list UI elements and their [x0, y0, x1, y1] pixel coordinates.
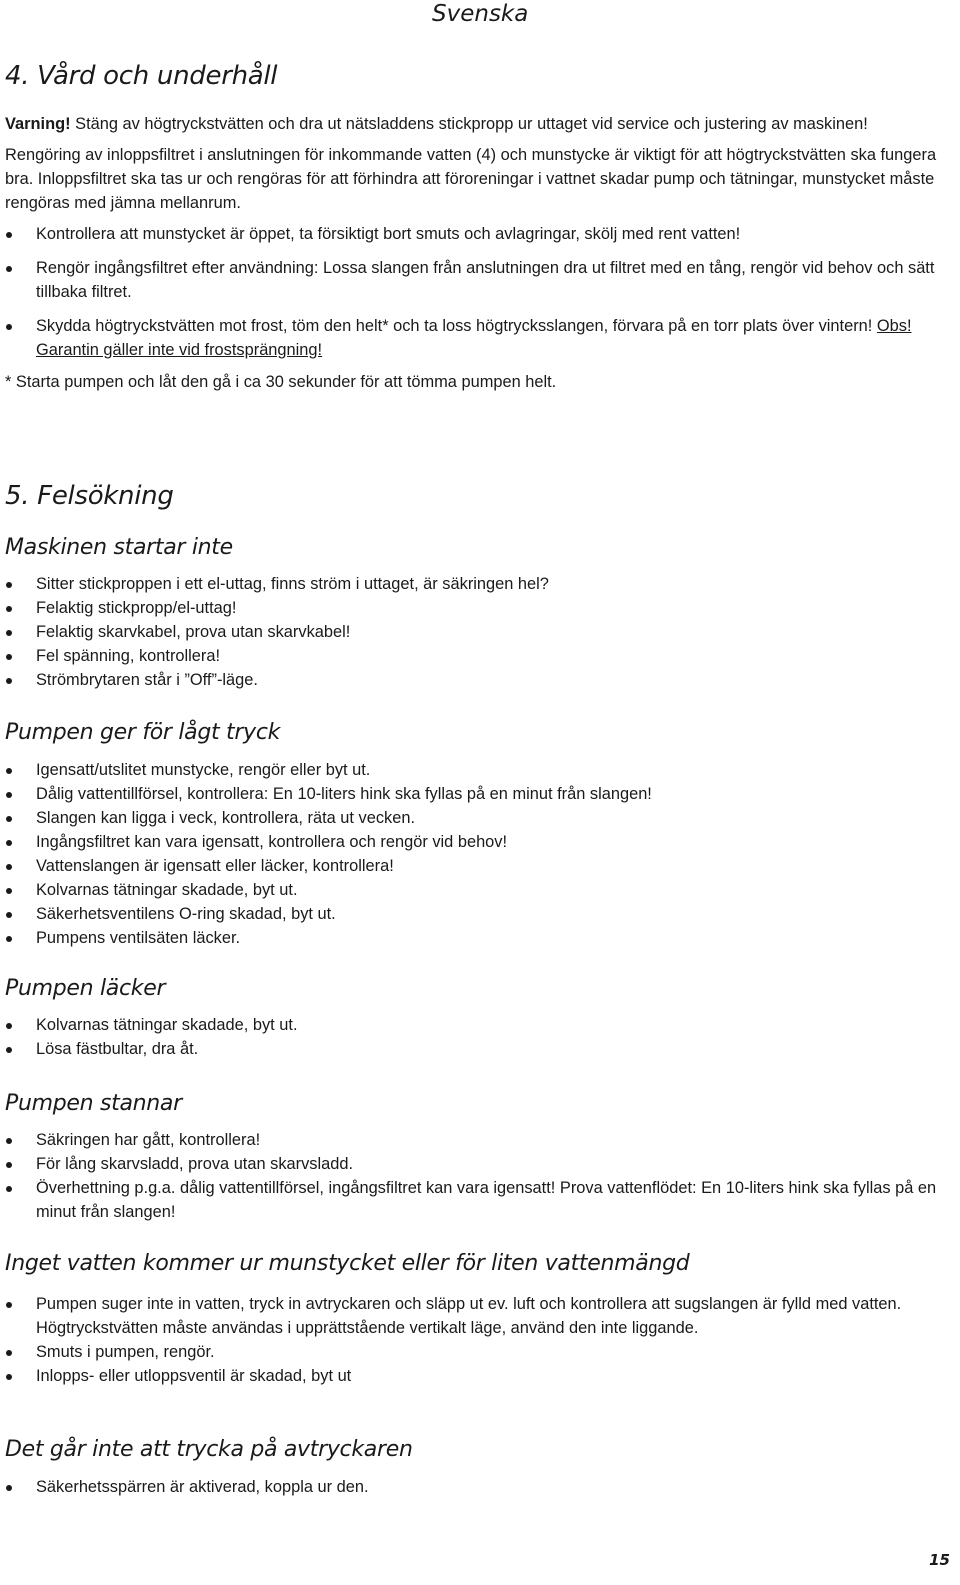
section-4-title: 4. Vård och underhåll [5, 61, 278, 91]
language-label: Svenska [432, 1, 529, 27]
heading-pumpen-ger-for-lagt-tryck: Pumpen ger för lågt tryck [5, 720, 281, 745]
list-item: Dålig vattentillförsel, kontrollera: En 10-liters hink ska fyllas på en minut från slangen! [5, 782, 953, 806]
list-pumpen-ger-for-lagt-tryck [5, 758, 953, 950]
list-item: Lösa fästbultar, dra åt. [5, 1037, 953, 1061]
list-item: Ingångsfiltret kan vara igensatt, kontrollera och rengör vid behov! [5, 830, 953, 854]
list-item: Vattenslangen är igensatt eller läcker, kontrollera! [5, 854, 953, 878]
list-item: Säkerhetsventilens O-ring skadad, byt ut. [5, 902, 953, 926]
section-4-body [5, 112, 953, 394]
list-item: Felaktig stickpropp/el-uttag! [5, 596, 953, 620]
list-det-gar-inte-att-trycka [5, 1475, 953, 1499]
footnote: * Starta pumpen och låt den gå i ca 30 sekunder för att tömma pumpen helt. [5, 373, 557, 391]
list-item: Pumpens ventilsäten läcker. [5, 926, 953, 950]
list-item: Fel spänning, kontrollera! [5, 644, 953, 668]
list-item: Igensatt/utslitet munstycke, rengör eller byt ut. [5, 758, 953, 782]
list-item: Säkerhetsspärren är aktiverad, koppla ur den. [5, 1475, 953, 1499]
heading-inget-vatten: Inget vatten kommer ur munstycket eller för liten vattenmängd [5, 1251, 690, 1276]
list-item: Kolvarnas tätningar skadade, byt ut. [5, 1013, 953, 1037]
page-number: 15 [929, 1551, 950, 1569]
warning-label: Varning! [5, 115, 71, 133]
list-item: Överhettning p.g.a. dålig vattentillförsel, ingångsfiltret kan vara igensatt! Prova vattenflödet: En 10-liters hink ska fyllas på en minut från slangen! [5, 1176, 953, 1224]
warning-text: Stäng av högtryckstvätten och dra ut nätsladdens stickpropp ur uttaget vid service och justering av maskinen! [70, 115, 868, 133]
list-item: Strömbrytaren står i ”Off”-läge. [5, 668, 953, 692]
list-pumpen-lacker [5, 1013, 953, 1061]
list-maskinen-startar-inte [5, 572, 953, 692]
list-item: Smuts i pumpen, rengör. [5, 1340, 925, 1364]
list-item: Skydda högtryckstvätten mot frost, töm den helt* och ta loss högtrycksslangen, förvara på en torr plats över vintern! Obs! Garantin gäller inte vid frostsprängning! [5, 314, 953, 362]
list-item: Felaktig skarvkabel, prova utan skarvkabel! [5, 620, 953, 644]
heading-maskinen-startar-inte: Maskinen startar inte [5, 535, 233, 560]
intro-paragraph: Rengöring av inloppsfiltret i anslutningen för inkommande vatten (4) och munstycke är viktigt för att högtryckstvätten ska fungera bra. Inloppsfiltret ska tas ur och rengöras för att förhindra att föroreningar i vattnet skadar pump och tätningar, munstycket måste rengöras med jämna mellanrum. [5, 146, 937, 212]
section-5-title: 5. Felsökning [5, 481, 174, 511]
heading-pumpen-lacker: Pumpen läcker [5, 976, 166, 1001]
care-list [5, 222, 953, 362]
list-item: Slangen kan ligga i veck, kontrollera, räta ut vecken. [5, 806, 953, 830]
list-item: Sitter stickproppen i ett el-uttag, finns ström i uttaget, är säkringen hel? [5, 572, 953, 596]
list-item: Rengör ingångsfiltret efter användning: Lossa slangen från anslutningen dra ut filtret med en tång, rengör vid behov och sätt tillbaka filtret. [5, 256, 953, 304]
list-pumpen-stannar [5, 1128, 953, 1224]
heading-pumpen-stannar: Pumpen stannar [5, 1091, 182, 1116]
heading-det-gar-inte-att-trycka: Det går inte att trycka på avtryckaren [5, 1437, 413, 1462]
list-item: För lång skarvsladd, prova utan skarvsladd. [5, 1152, 953, 1176]
warning-paragraph [5, 112, 953, 136]
list-item: Pumpen suger inte in vatten, tryck in avtryckaren och släpp ut ev. luft och kontrollera att sugslangen är fylld med vatten. Högtryckstvätten måste användas i upprättstående vertikalt läge, använd den inte liggande. [5, 1292, 925, 1340]
list-item: Kontrollera att munstycket är öppet, ta försiktigt bort smuts och avlagringar, skölj med rent vatten! [5, 222, 953, 246]
list-item: Kolvarnas tätningar skadade, byt ut. [5, 878, 953, 902]
list-item: Säkringen har gått, kontrollera! [5, 1128, 953, 1152]
frost-warning: Obs! Garantin gäller inte vid frostsprängning! [36, 317, 912, 359]
list-item: Inlopps- eller utloppsventil är skadad, byt ut [5, 1364, 925, 1388]
list-inget-vatten [5, 1292, 925, 1388]
